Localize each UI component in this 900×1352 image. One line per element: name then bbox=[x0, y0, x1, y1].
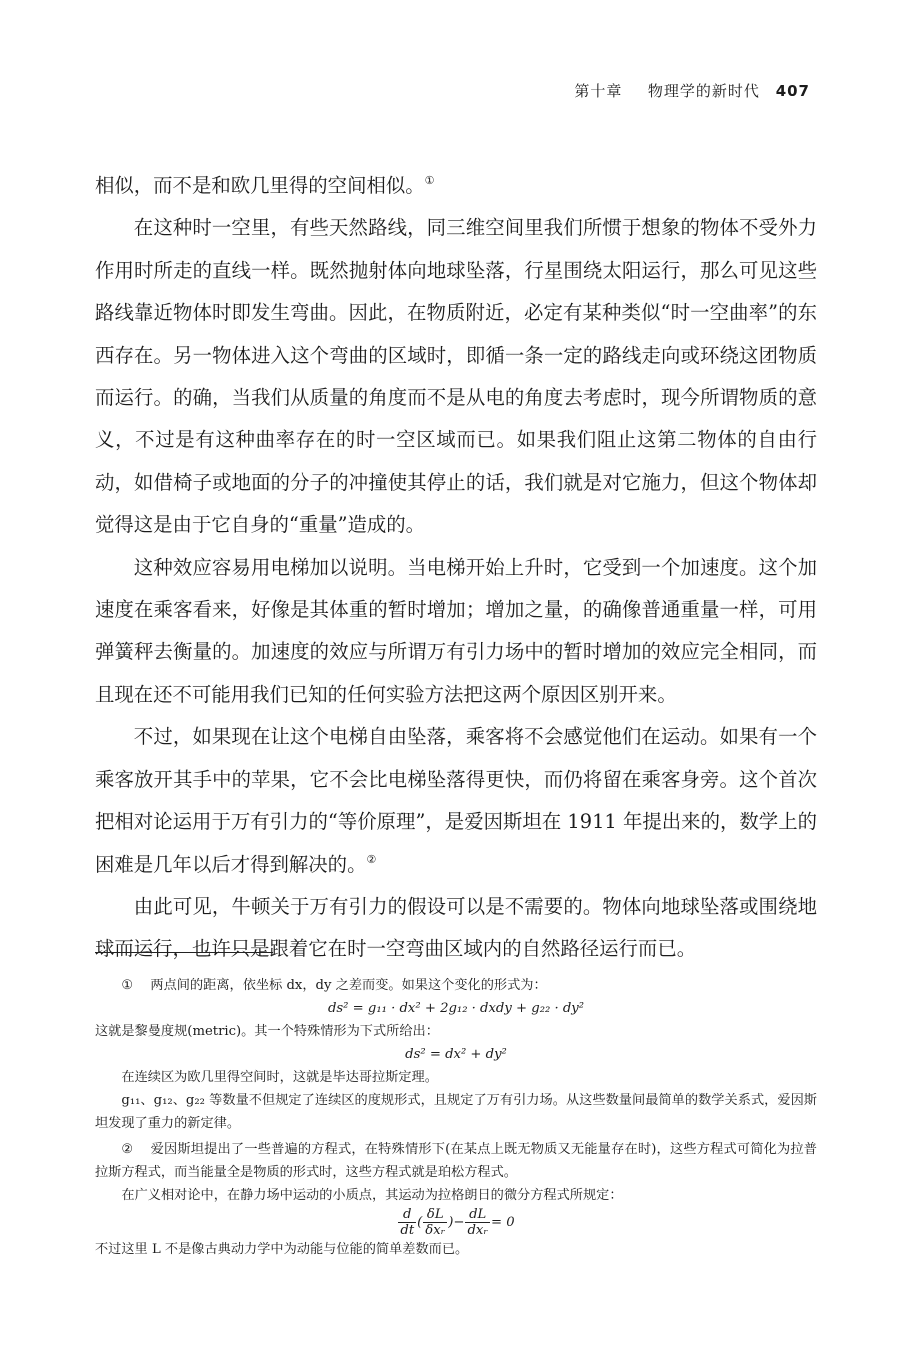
footnote-1-equation-1: ds² = g₁₁ · dx² + 2g₁₂ · dxdy + g₂₂ · dy² bbox=[327, 1001, 585, 1016]
footnote-1-line-2: 这就是黎曼度规(metric)。其一个特殊情形为下式所给出： bbox=[95, 1024, 439, 1039]
footnote-1-line-3: 在连续区为欧几里得空间时，这就是毕达哥拉斯定理。 bbox=[121, 1070, 438, 1085]
chapter-label: 第十章 bbox=[574, 82, 623, 100]
footnote-2-mark: ② bbox=[121, 1142, 134, 1157]
footnote-ref-2: ② bbox=[366, 852, 377, 866]
footnote-1-line-4: g₁₁、g₁₂、g₂₂ 等数量不但规定了连续区的度规形式，且规定了万有引力场。从这些数量间最简单的数学关系式，爱因斯坦发现了重力的新定律。 bbox=[95, 1093, 817, 1131]
footnote-1-equation-2: ds² = dx² + dy² bbox=[405, 1047, 507, 1062]
footnote-ref-1: ① bbox=[424, 174, 435, 187]
lagrange-equation: $\frac{d}{dt}$ ( $\frac{\delta L}{\text{δxᵣ}}$ )− $\frac{dL}{\text{dxᵣ}}$ = 0 bbox=[400, 1207, 515, 1238]
paragraph-2: 在这种时一空里，有些天然路线，同三维空间里我们所惯于想象的物体不受外力作用时所走的直线一样。既然抛射体向地球坠落，行星围绕太阳运行，那么可见这些路线靠近物体时即发生弯曲。因此，在物质附近，必定有某种类似“时一空曲率”的东西存在。另一物体进入这个弯曲的区域时，即循一条一定的路线走向或环绕这团物质而运行。的确，当我们从质量的角度而不是从电的角度去考虑时，现今所谓物质的意义，不过是有这种曲率存在的时一空区域而已。如果我们阻止这第二物体的自由行动，如借椅子或地面的分子的冲撞使其停止的话，我们就是对它施力，但这个物体却觉得这是由于它自身的“重量”造成的。 bbox=[95, 216, 817, 537]
frac-dL-dx: $\frac{dL}{\text{dxᵣ}}$ bbox=[467, 1207, 488, 1238]
paragraph-5: 由此可见，牛顿关于万有引力的假设可以是不需要的。物体向地球坠落或围绕地球而运行，也许只是跟着它在时一空弯曲区域内的自然路径运行而已。 bbox=[95, 894, 817, 961]
footnote-1-mark: ① bbox=[121, 978, 134, 993]
running-header bbox=[560, 80, 810, 101]
footnote-2-intro: ② 爱因斯坦提出了一些普遍的方程式，在特殊情形下(在某点上既无物质又无能量存在时)，这些方程式可简化为拉普拉斯方程式，而当能量全是物质的形式时，这些方程式就是珀松方程式。 bbox=[95, 1138, 817, 1184]
footnote-2-line-2: 在广义相对论中，在静力场中运动的小质点，其运动为拉格朗日的微分方程式所规定： bbox=[121, 1188, 623, 1203]
footnotes bbox=[95, 974, 817, 1261]
footnote-1-intro: ① 两点间的距离，依坐标 dx，dy 之差而变。如果这个变化的形式为： bbox=[95, 974, 817, 997]
main-text bbox=[95, 165, 817, 971]
paragraph-1: 相似，而不是和欧几里得的空间相似。① bbox=[95, 174, 435, 197]
paragraph-4: 不过，如果现在让这个电梯自由坠落，乘客将不会感觉他们在运动。如果有一个乘客放开其手中的苹果，它不会比电梯坠落得更快，而仍将留在乘客身旁。这个首次把相对论运用于万有引力的“等价原理”，是爱因斯坦在 1911 年提出来的，数学上的困难是几年以后才得到解决的。② bbox=[95, 725, 817, 876]
footnote-divider bbox=[95, 952, 273, 953]
frac-d-dt: $\frac{d}{dt}$ bbox=[400, 1207, 415, 1238]
paragraph-3: 这种效应容易用电梯加以说明。当电梯开始上升时，它受到一个加速度。这个加速度在乘客看来，好像是其体重的暂时增加；增加之量，的确像普通重量一样，可用弹簧秤去衡量的。加速度的效应与所谓万有引力场中的暂时增加的效应完全相同，而且现在还不可能用我们已知的任何实验方法把这两个原因区别开来。 bbox=[95, 555, 817, 706]
frac-deltaL-deltax: $\frac{\delta L}{\text{δxᵣ}}$ bbox=[425, 1207, 446, 1238]
footnote-2-line-3: 不过这里 L 不是像古典动力学中为动能与位能的简单差数而已。 bbox=[95, 1242, 469, 1257]
chapter-title: 物理学的新时代 bbox=[647, 82, 760, 100]
page-number: 407 bbox=[775, 82, 810, 100]
